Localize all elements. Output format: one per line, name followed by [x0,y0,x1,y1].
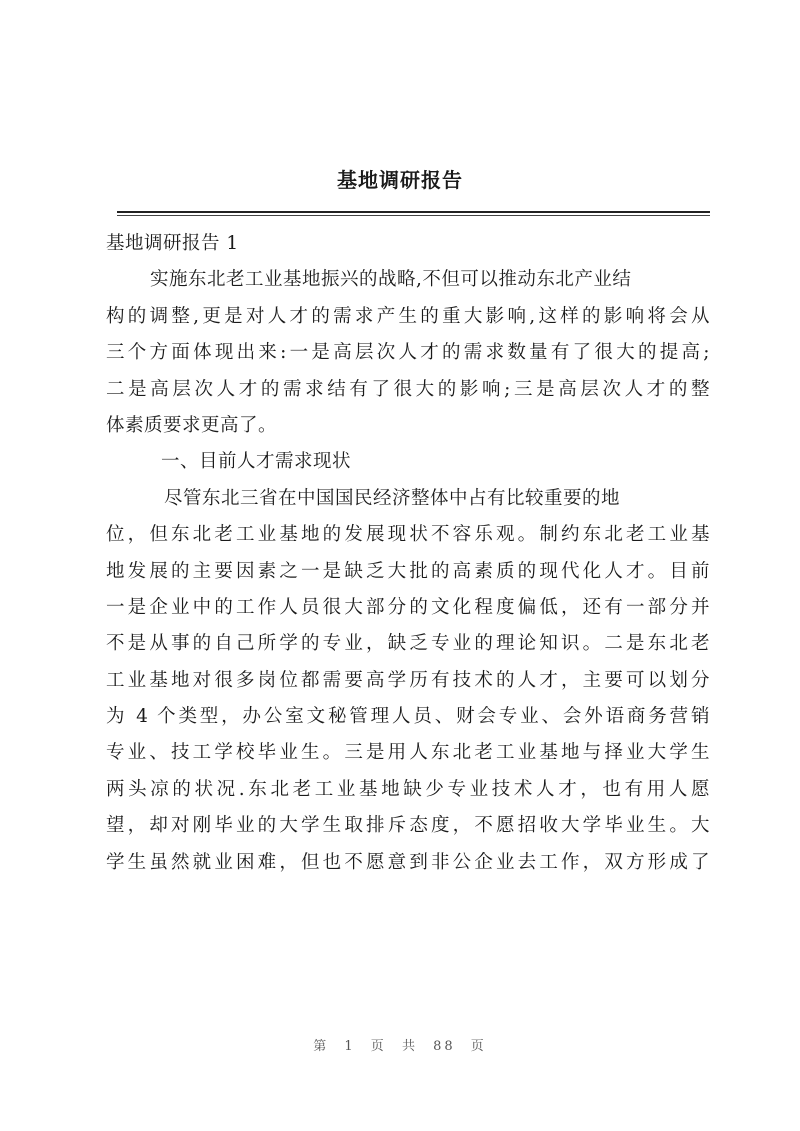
title-divider-thin [117,215,710,216]
paragraph-line: 不是从事的自己所学的专业，缺乏专业的理论知识。二是东北老 [106,633,710,655]
footer-label-total: 共 [401,1039,418,1054]
paragraph-line: 体素质要求更高了。 [106,414,278,436]
paragraph-line: 地发展的主要因素之一是缺乏大批的高素质的现代化人才。目前 [106,560,710,582]
page-footer [0,1035,800,1054]
paragraph-line: 实施东北老工业基地振兴的战略,不但可以推动东北产业结 [150,269,632,291]
subsection-heading: 一、目前人才需求现状 [161,451,352,473]
paragraph-line: 构的调整,更是对人才的需求产生的重大影响,这样的影响将会从 [106,305,710,327]
paragraph-line: 专业、技工学校毕业生。三是用人东北老工业基地与择业大学生 [106,742,710,764]
section-heading: 基地调研报告 1 [106,233,239,254]
paragraph-line: 望，却对刚毕业的大学生取排斥态度，不愿招收大学毕业生。大 [106,815,710,837]
paragraph-line: 二是高层次人才的需求结有了很大的影响;三是高层次人才的整 [106,378,710,400]
title-divider-thick [117,211,710,213]
paragraph-line: 位，但东北老工业基地的发展现状不容乐观。制约东北老工业基 [106,524,710,546]
document-title: 基地调研报告 [337,168,463,192]
footer-label-page-unit: 页 [370,1039,387,1054]
footer-label-total-unit: 页 [470,1039,487,1054]
footer-total-pages: 88 [433,1039,456,1054]
paragraph-line: 工业基地对很多岗位都需要高学历有技术的人才，主要可以划分 [106,669,710,691]
footer-label-page: 第 [313,1039,330,1054]
paragraph-line: 为 4 个类型，办公室文秘管理人员、财会专业、会外语商务营销 [106,706,710,728]
document-body [106,226,710,881]
paragraph-line: 两头凉的状况.东北老工业基地缺少专业技术人才，也有用人愿 [106,778,710,800]
footer-page-number: 1 [344,1039,356,1054]
paragraph-line: 尽管东北三省在中国国民经济整体中占有比较重要的地 [164,487,621,509]
paragraph-line: 一是企业中的工作人员很大部分的文化程度偏低，还有一部分并 [106,596,710,618]
paragraph-line: 学生虽然就业困难，但也不愿意到非公企业去工作，双方形成了 [106,851,710,873]
paragraph-line: 三个方面体现出来:一是高层次人才的需求数量有了很大的提高; [106,342,710,364]
